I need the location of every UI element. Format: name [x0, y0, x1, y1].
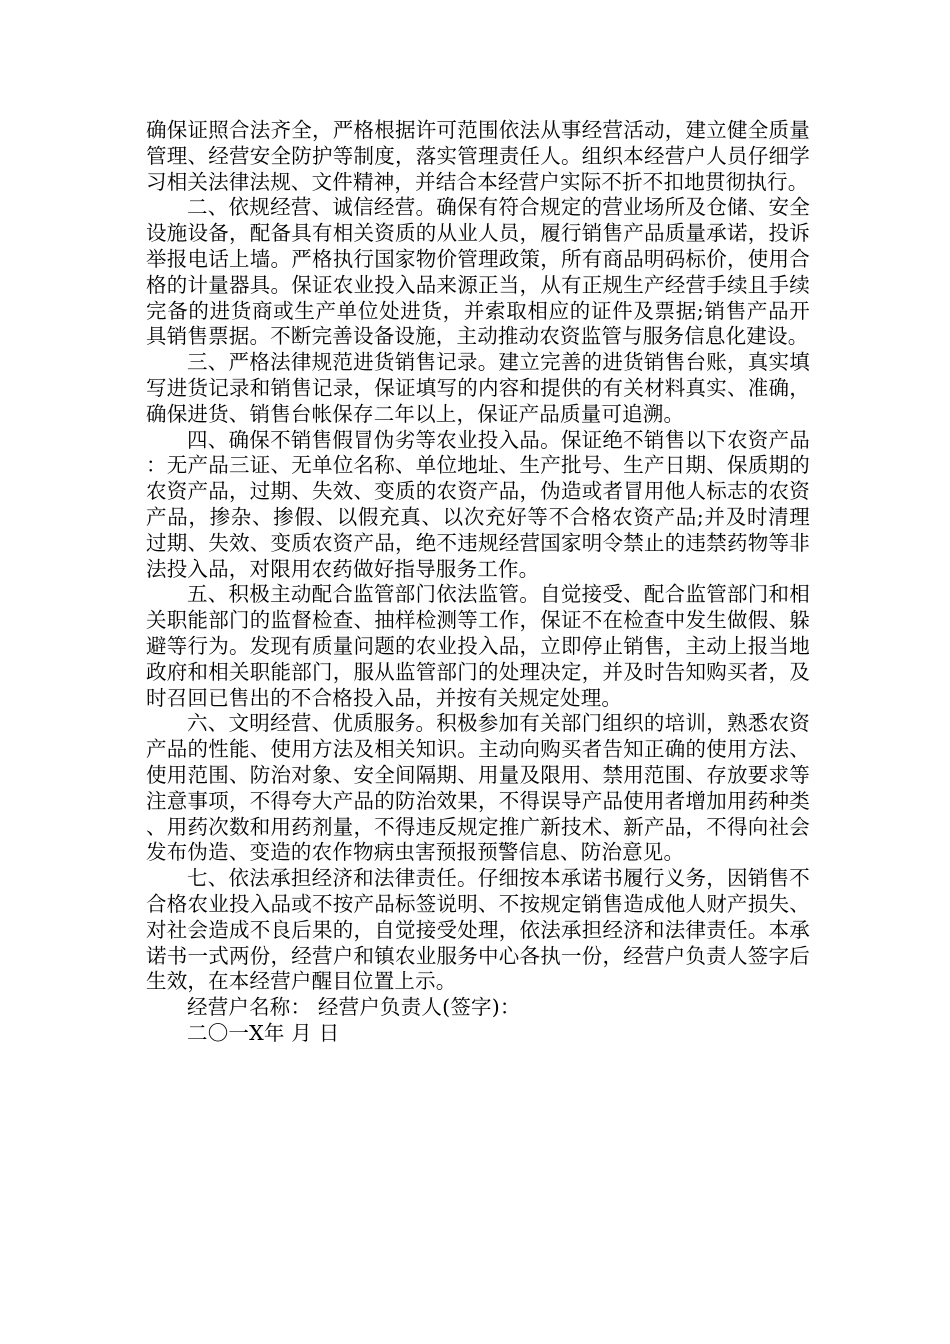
paragraph-section-5: 五、积极主动配合监管部门依法监管。自觉接受、配合监管部门和相关职能部门的监督检查、抽样检测等工作，保证不在检查中发生做假、躲避等行为。发现有质量问题的农业投入品，立即停止销售，主动上报当地政府和相关职能部门，服从监管部门的处理决定，并及时告知购买者，及时召回已售出的不合格投入品，并按有关规定处理。: [146, 582, 810, 710]
signature-line: 经营户名称： 经营户负责人(签字)：: [187, 995, 521, 1020]
paragraph-section-3: 三、严格法律规范进货销售记录。建立完善的进货销售台账，真实填写进货记录和销售记录，保证填写的内容和提供的有关材料真实、准确，确保进货、销售台帐保存二年以上，保证产品质量可追溯。: [146, 350, 810, 426]
paragraph-section-7: 七、依法承担经济和法律责任。仔细按本承诺书履行义务，因销售不合格农业投入品或不按产品标签说明、不按规定销售造成他人财产损失、对社会造成不良后果的，自觉接受处理，依法承担经济和法律责任。本承诺书一式两份，经营户和镇农业服务中心各执一份，经营户负责人签字后生效，在本经营户醒目位置上示。: [146, 866, 810, 994]
paragraph-section-2: 二、依规经营、诚信经营。确保有符合规定的营业场所及仓储、安全设施设备，配备具有相关资质的从业人员，履行销售产品质量承诺，投诉举报电话上墙。严格执行国家物价管理政策，所有商品明码标价，使用合格的计量器具。保证农业投入品来源正当，从有正规生产经营手续且手续完备的进货商或生产单位处进货，并索取相应的证件及票据;销售产品开具销售票据。不断完善设备设施，主动推动农资监管与服务信息化建设。: [146, 195, 810, 349]
paragraph-section-6: 六、文明经营、优质服务。积极参加有关部门组织的培训，熟悉农资产品的性能、使用方法及相关知识。主动向购买者告知正确的使用方法、使用范围、防治对象、安全间隔期、用量及限用、禁用范围、存放要求等注意事项，不得夸大产品的防治效果，不得误导产品使用者增加用药种类、用药次数和用药剂量，不得违反规定推广新技术、新产品，不得向社会发布伪造、变造的农作物病虫害预报预警信息、防治意见。: [146, 711, 810, 865]
paragraph-intro: 确保证照合法齐全，严格根据许可范围依法从事经营活动，建立健全质量管理、经营安全防护等制度，落实管理责任人。组织本经营户人员仔细学习相关法律法规、文件精神，并结合本经营户实际不折不扣地贯彻执行。: [146, 118, 810, 194]
paragraph-section-4: 四、确保不销售假冒伪劣等农业投入品。保证绝不销售以下农资产品：无产品三证、无单位名称、单位地址、生产批号、生产日期、保质期的农资产品，过期、失效、变质的农资产品，伪造或者冒用他人标志的农资产品，掺杂、掺假、以假充真、以次充好等不合格农资产品;并及时清理过期、失效、变质农资产品，绝不违规经营国家明令禁止的违禁药物等非法投入品，对限用农药做好指导服务工作。: [146, 427, 810, 581]
document-body: [146, 118, 810, 1047]
date-line: 二〇一X年 月 日: [187, 1020, 340, 1045]
